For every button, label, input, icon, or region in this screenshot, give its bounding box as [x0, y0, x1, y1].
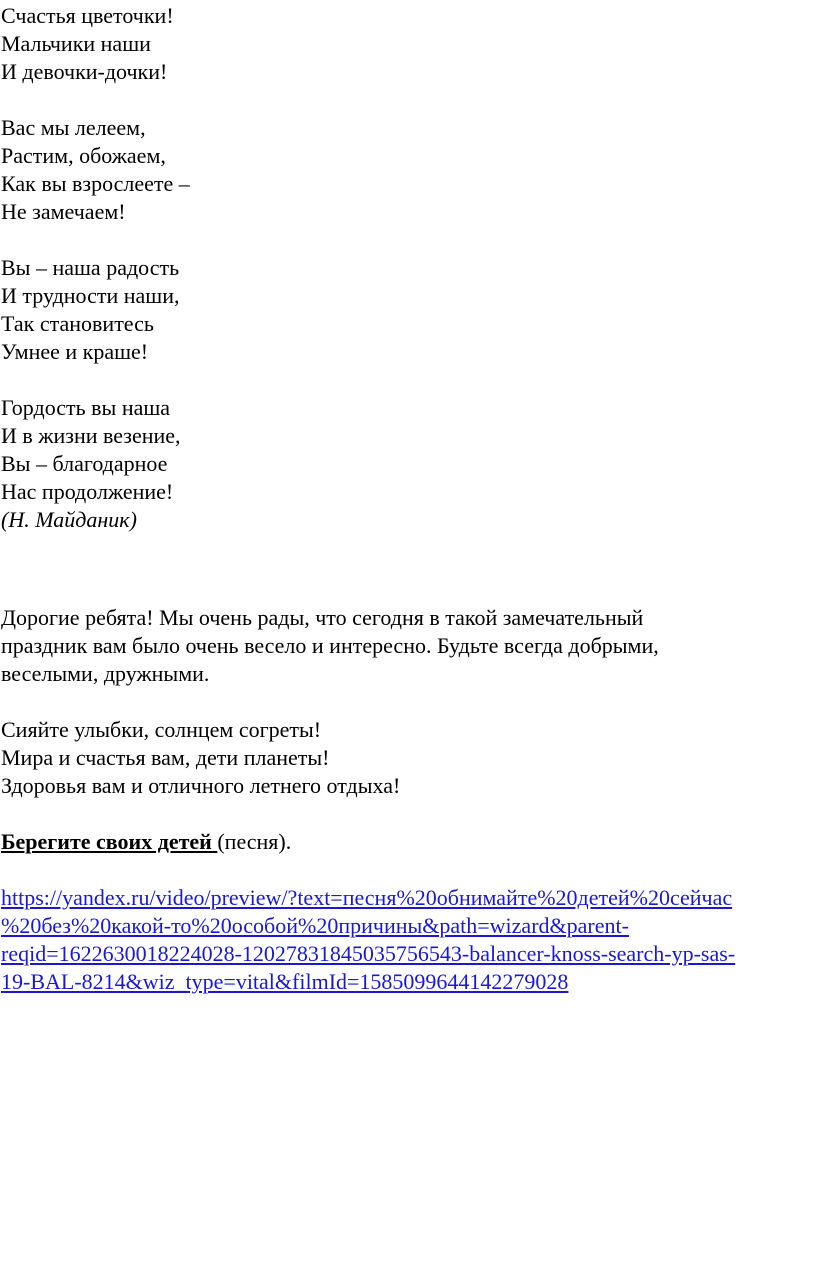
video-link-line[interactable]: reqid=1622630018224028-12027831845035756543-balancer-knoss-search-yp-sas- — [1, 941, 736, 966]
poem-line: Счастья цветочки! — [1, 3, 174, 28]
poem-line: Вы – благодарное — [1, 451, 168, 476]
poem-line: И девочки-дочки! — [1, 59, 168, 84]
address-line: веселыми, дружными. — [1, 661, 210, 686]
video-link-line[interactable]: 19-BAL-8214&wiz_type=vital&filmId=1585099644142279028 — [1, 969, 569, 994]
poem-line: Так становитесь — [1, 311, 154, 336]
poem-line: Умнее и краше! — [1, 339, 149, 364]
poem-line: И трудности наши, — [1, 283, 180, 308]
song-line — [1, 828, 291, 856]
wish-line: Здоровья вам и отличного летнего отдыха! — [1, 773, 401, 798]
poem-line: Мальчики наши — [1, 31, 151, 56]
song-title: Берегите своих детей — [1, 829, 218, 854]
poem-line: Растим, обожаем, — [1, 143, 166, 168]
poem-line: И в жизни везение, — [1, 423, 181, 448]
poem-line: Как вы взрослеете – — [1, 171, 190, 196]
video-link-line[interactable]: https://yandex.ru/video/preview/?text=песня%20обнимайте%20детей%20сейчас — [1, 885, 733, 910]
poem-line: Гордость вы наша — [1, 395, 171, 420]
video-link-line[interactable]: %20без%20какой-то%20особой%20причины&path=wizard&parent- — [1, 913, 629, 938]
poem-author: (Н. Майданик) — [1, 507, 137, 532]
poem-line: Вы – наша радость — [1, 255, 180, 280]
song-suffix: (песня). — [217, 829, 292, 854]
poem-line: Вас мы лелеем, — [1, 115, 146, 140]
wish-line: Мира и счастья вам, дети планеты! — [1, 745, 330, 770]
poem-line: Нас продолжение! — [1, 479, 174, 504]
wish-line: Сияйте улыбки, солнцем согреты! — [1, 717, 322, 742]
poem-line: Не замечаем! — [1, 199, 126, 224]
address-line: праздник вам было очень весело и интересно. Будьте всегда добрыми, — [1, 633, 659, 658]
address-line: Дорогие ребята! Мы очень рады, что сегодня в такой замечательный — [1, 605, 644, 630]
